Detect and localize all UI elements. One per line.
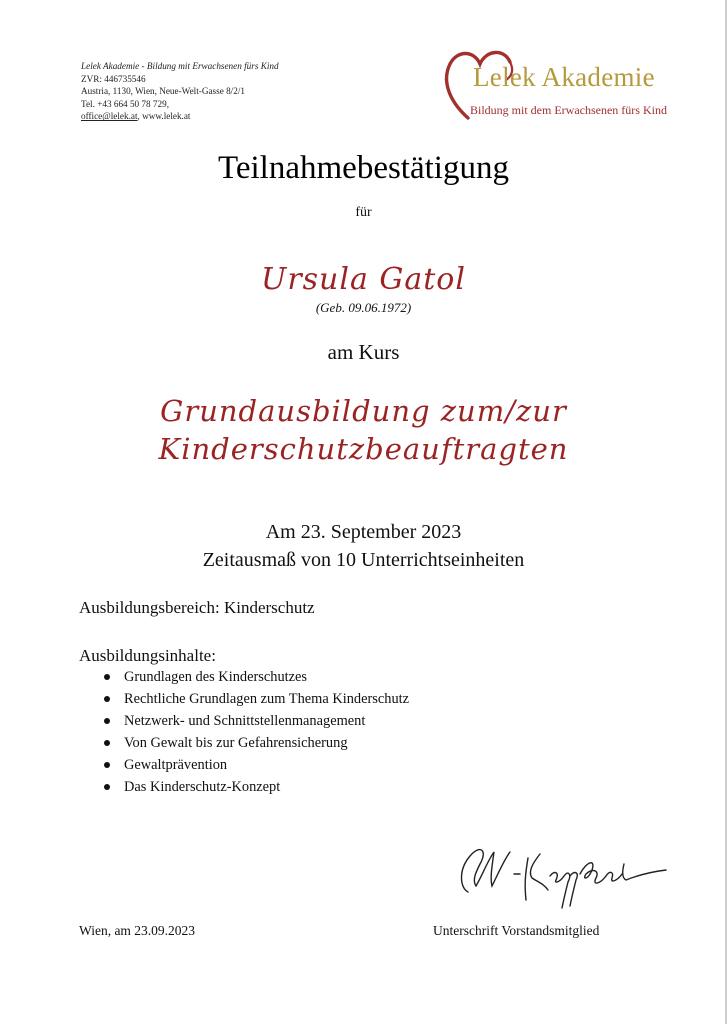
bullet-icon — [104, 696, 110, 702]
list-item-label: Rechtliche Grundlagen zum Thema Kinderschutz — [124, 691, 410, 707]
handwritten-signature — [440, 830, 670, 920]
org-contact-line — [81, 110, 279, 123]
list-item — [100, 710, 409, 732]
training-area: Ausbildungsbereich: Kinderschutz — [79, 598, 315, 617]
organization-address-block — [81, 60, 279, 123]
lelek-akademie-logo — [440, 40, 680, 130]
list-item — [100, 732, 409, 754]
bullet-icon — [104, 718, 110, 724]
bullet-icon — [104, 784, 110, 790]
logo-title: Lelek Akademie — [473, 62, 655, 92]
list-item — [100, 688, 409, 710]
org-phone: Tel. +43 664 50 78 729, — [81, 98, 169, 109]
list-item-label: Das Kinderschutz-Konzept — [124, 779, 281, 795]
list-item-label: Grundlagen des Kinderschutzes — [124, 669, 308, 685]
certificate-title: Teilnahmebestätigung — [218, 150, 509, 186]
course-date-block — [0, 518, 727, 574]
list-item-label: Von Gewalt bis zur Gefahrensicherung — [124, 735, 348, 751]
course-title-line-1: Grundausbildung zum/zur — [160, 394, 567, 428]
participant-birthdate: (Geb. 09.06.1972) — [315, 300, 412, 315]
list-item — [100, 776, 409, 798]
course-duration: Zeitausmaß von 10 Unterrichtseinheiten — [202, 549, 525, 571]
course-intro-label: am Kurs — [327, 340, 400, 364]
course-date: Am 23. September 2023 — [265, 521, 462, 543]
course-title — [0, 392, 727, 468]
org-tagline: Lelek Akademie - Bildung mit Erwachsenen fürs Kind — [81, 61, 279, 71]
org-zvr: ZVR: 446735546 — [81, 73, 146, 84]
participant-name: Ursula Gatol — [261, 262, 466, 297]
org-address: Austria, 1130, Wien, Neue-Welt-Gasse 8/2/1 — [81, 86, 245, 97]
signature-label: Unterschrift Vorstandsmitglied — [433, 923, 600, 938]
list-item — [100, 666, 409, 688]
list-item-label: Netzwerk- und Schnittstellenmanagement — [124, 713, 366, 729]
bullet-icon — [104, 762, 110, 768]
training-contents-heading: Ausbildungsinhalte: — [79, 646, 216, 665]
for-label: für — [355, 205, 372, 220]
course-title-line-2: Kinderschutzbeauftragten — [158, 432, 569, 466]
logo-subtitle: Bildung mit dem Erwachsenen fürs Kind — [470, 103, 667, 117]
list-item-label: Gewaltprävention — [124, 757, 228, 773]
org-email-link[interactable]: office@lelek.at — [81, 111, 138, 122]
place-and-date: Wien, am 23.09.2023 — [79, 923, 196, 938]
bullet-icon — [104, 740, 110, 746]
bullet-icon — [104, 674, 110, 680]
training-contents-list — [100, 666, 409, 798]
org-website: , www.lelek.at — [137, 111, 191, 122]
list-item — [100, 754, 409, 776]
